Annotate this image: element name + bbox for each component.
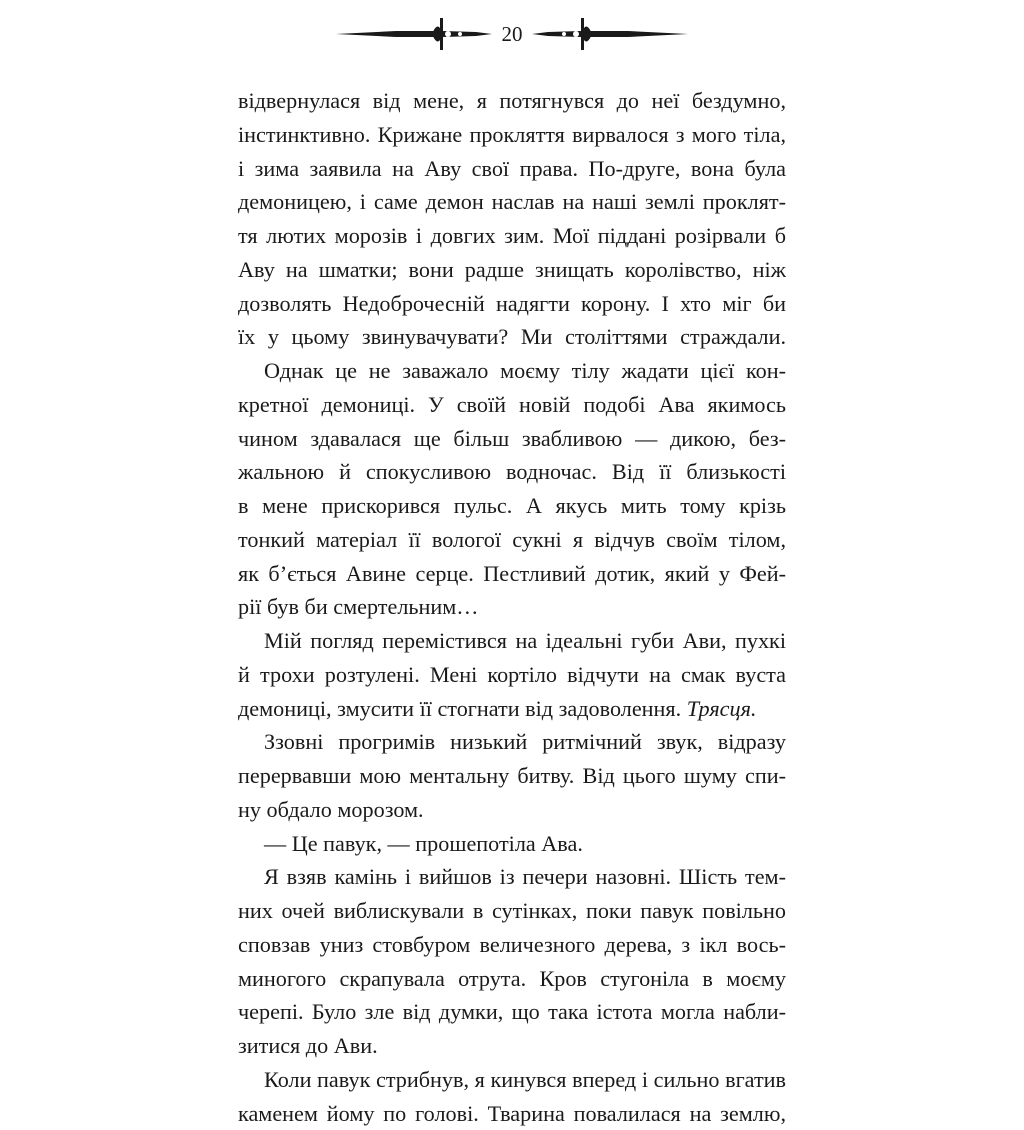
italic-word: Трясця. [687,696,757,721]
text-line: тя лютих морозів і довгих зим. Мої піддані розірвали б [238,219,786,253]
text-line: них очей виблискували в сутінках, поки павук повільно [238,894,786,928]
page-number: 20 [482,22,542,46]
text-line: Коли павук стрибнув, я кинувся вперед і сильно вгатив [238,1063,786,1097]
text-line: каменем йому по голові. Тварина повалилася на землю, [238,1097,786,1130]
text-line [238,692,786,726]
text-line: в мене прискорився пульс. А якусь мить тому крізь [238,489,786,523]
text-line: — Це павук, — прошепотіла Ава. [238,827,786,861]
text-line: Аву на шматки; вони радше знищать королівство, ніж [238,253,786,287]
text-line: жальною й спокусливою водночас. Від її близькості [238,455,786,489]
text-line: кретної демониці. У своїй новій подобі Ава якимось [238,388,786,422]
text-line: Мій погляд перемістився на ідеальні губи Ави, пухкі [238,624,786,658]
text-line: і зима заявила на Аву свої права. По-друге, вона була [238,152,786,186]
text-line: Я взяв камінь і вийшов із печери назовні. Шість тем- [238,860,786,894]
page-header [0,14,1024,54]
text-line: зитися до Ави. [238,1029,786,1063]
text-line: Ззовні прогримів низький ритмічний звук, відразу [238,725,786,759]
text-segment: демониці, змусити її стогнати від задоволення. [238,696,681,721]
text-line: черепі. Було зле від думки, що така істота могла набли- [238,995,786,1029]
text-line: як б’ється Авине серце. Пестливий дотик, який у Фей- [238,557,786,591]
text-line: рії був би смертельним… [238,590,786,624]
text-line: інстинктивно. Крижане прокляття вирвалося з мого тіла, [238,118,786,152]
text-line: їх у цьому звинувачувати? Ми століттями страждали. [238,320,786,354]
text-line: тонкий матеріал її вологої сукні я відчув своїм тілом, [238,523,786,557]
text-line: Однак це не заважало моєму тілу жадати цієї кон- [238,354,786,388]
text-line: й трохи розтулені. Мені кортіло відчути на смак вуста [238,658,786,692]
body-text [238,84,786,1130]
text-line: миногого скрапувала отрута. Кров стугоніла в моєму [238,962,786,996]
sword-ornament-icon [336,14,492,54]
text-line: сповзав униз стовбуром величезного дерева, з ікл вось- [238,928,786,962]
text-line: демоницею, і саме демон наслав на наші землі проклят- [238,185,786,219]
text-line: перервавши мою ментальну битву. Від цього шуму спи- [238,759,786,793]
text-line: дозволять Недоброчесній надягти корону. І хто міг би [238,287,786,321]
text-line: чином здавалася ще більш звабливою — дикою, без- [238,422,786,456]
sword-ornament-icon [532,14,688,54]
text-line: відвернулася від мене, я потягнувся до неї бездумно, [238,84,786,118]
text-line: ну обдало морозом. [238,793,786,827]
